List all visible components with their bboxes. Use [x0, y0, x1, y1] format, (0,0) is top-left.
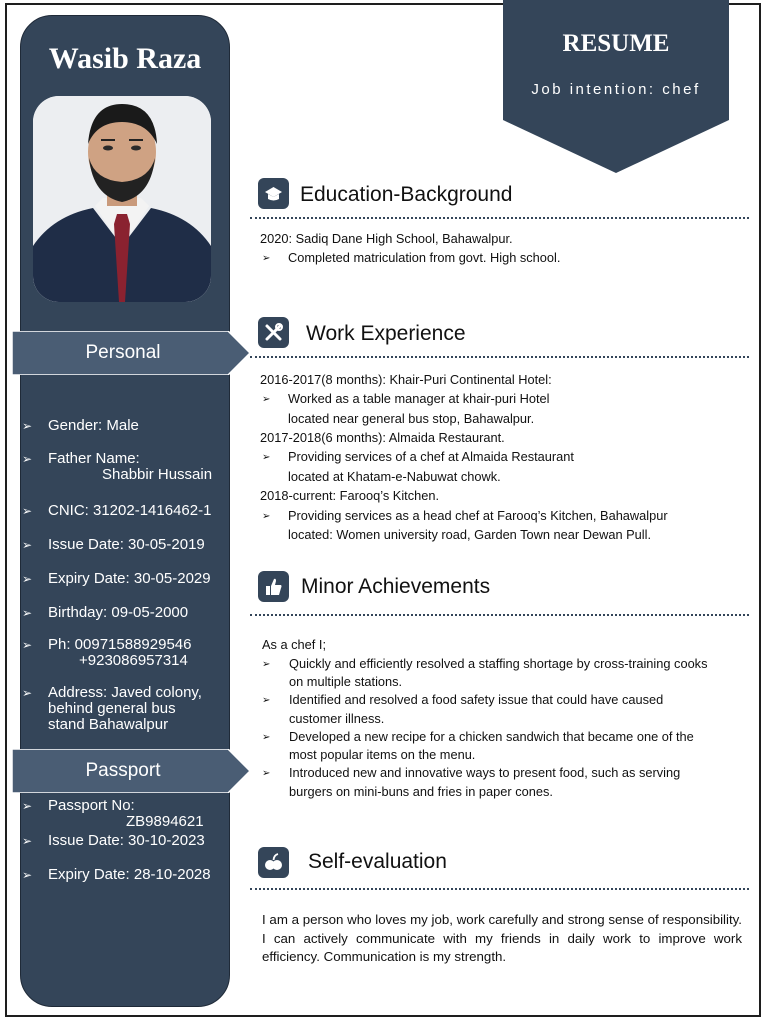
achievement-line: most popular items on the menu. — [289, 747, 476, 762]
arrow-bullet-icon: ➢ — [22, 452, 33, 466]
achievement-line: Developed a new recipe for a chicken sandwich that became one of the — [289, 729, 694, 744]
arrow-bullet-icon: ➢ — [22, 606, 33, 620]
arrow-bullet-icon: ➢ — [262, 695, 271, 706]
candidate-name: Wasib Raza — [48, 42, 202, 75]
education-divider — [250, 217, 749, 219]
work-line: located near general bus stop, Bahawalpur. — [288, 411, 535, 426]
work-line: 2018-current: Farooq’s Kitchen. — [260, 488, 440, 503]
work-line: 2016-2017(8 months): Khair-Puri Continental Hotel: — [260, 372, 552, 387]
arrow-bullet-icon: ➢ — [22, 538, 33, 552]
graduation-cap-icon — [258, 178, 289, 209]
arrow-bullet-icon: ➢ — [22, 572, 33, 586]
work-divider — [250, 356, 749, 358]
arrow-bullet-icon: ➢ — [22, 419, 33, 433]
arrow-bullet-icon: ➢ — [262, 732, 271, 743]
arrow-bullet-icon: ➢ — [22, 799, 33, 813]
arrow-bullet-icon: ➢ — [262, 659, 271, 670]
work-line: Providing services of a chef at Almaida Restaurant — [288, 449, 574, 464]
resume-title: RESUME — [562, 30, 670, 57]
work-title: Work Experience — [306, 322, 466, 345]
self-evaluation-title: Self-evaluation — [308, 850, 447, 873]
arrow-bullet-icon: ➢ — [22, 504, 33, 518]
passport-section-ribbon — [12, 749, 250, 793]
passport-label: Passport — [85, 760, 161, 781]
achievement-line: on multiple stations. — [289, 674, 403, 689]
achievement-line: customer illness. — [289, 711, 385, 726]
arrow-bullet-icon: ➢ — [262, 253, 271, 264]
work-line: Providing services as a head chef at Farooq’s Kitchen, Bahawalpur — [288, 508, 668, 523]
arrow-bullet-icon: ➢ — [262, 452, 271, 463]
arrow-bullet-icon: ➢ — [262, 511, 271, 522]
work-content — [260, 370, 740, 550]
arrow-bullet-icon: ➢ — [262, 394, 271, 405]
arrow-bullet-icon: ➢ — [262, 768, 271, 779]
tools-icon — [258, 317, 289, 348]
achievement-line: burgers on mini-buns and fries in paper cones. — [289, 784, 553, 799]
personal-section-ribbon — [12, 331, 250, 375]
achievement-line: As a chef I; — [262, 637, 327, 652]
achievement-line: Quickly and efficiently resolved a staffing shortage by cross-training cooks — [289, 656, 708, 671]
achievement-line: Introduced new and innovative ways to present food, such as serving — [289, 765, 681, 780]
arrow-bullet-icon: ➢ — [22, 638, 33, 652]
arrow-bullet-icon: ➢ — [22, 868, 33, 882]
arrow-bullet-icon: ➢ — [22, 834, 33, 848]
work-line: 2017-2018(6 months): Almaida Restaurant. — [260, 430, 505, 445]
education-content — [260, 229, 740, 269]
apple-icon — [258, 847, 289, 878]
education-title: Education-Background — [300, 183, 513, 206]
self-evaluation-text: I am a person who loves my job, work carefully and strong sense of responsibility. I can actively communicate with my friends in daily work to improve work efficiency. Communication is my strength. — [262, 912, 742, 964]
achievements-divider — [250, 614, 749, 616]
achievement-line: Identified and resolved a food safety issue that could have caused — [289, 692, 664, 707]
thumbs-up-icon — [258, 571, 289, 602]
work-line: located at Khatam-e-Nabuwat chowk. — [288, 469, 501, 484]
education-line: 2020: Sadiq Dane High School, Bahawalpur. — [260, 231, 513, 246]
arrow-bullet-icon: ➢ — [22, 686, 33, 700]
work-line: located: Women university road, Garden Town near Dewan Pull. — [288, 527, 652, 542]
personal-label: Personal — [85, 342, 161, 363]
achievements-content — [262, 635, 742, 805]
job-intention: Job intention: chef — [531, 81, 701, 98]
achievements-title: Minor Achievements — [301, 575, 491, 598]
education-line: Completed matriculation from govt. High school. — [288, 250, 561, 265]
profile-photo — [33, 96, 211, 302]
self-evaluation-divider — [250, 888, 749, 890]
work-line: Worked as a table manager at khair-puri Hotel — [288, 391, 550, 406]
